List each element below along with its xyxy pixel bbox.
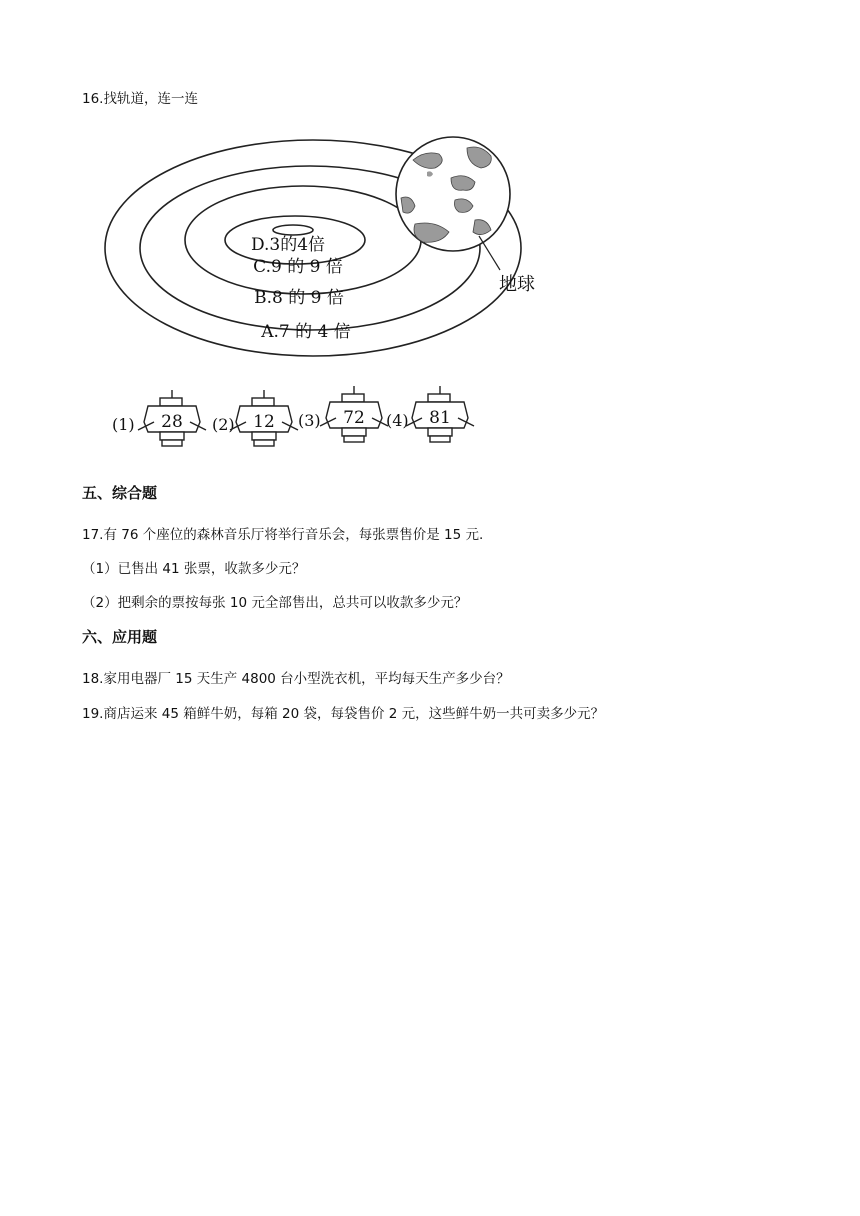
satellite-value: 28: [161, 412, 183, 432]
orbit-label-a: A.7 的 4 倍: [261, 322, 351, 342]
orbit-diagram: [95, 128, 535, 360]
earth-label: 地球: [499, 274, 535, 295]
satellite-1: [112, 390, 206, 446]
satellite-value: 72: [343, 408, 365, 428]
satellite-row: [112, 384, 482, 456]
satellite-tag: (4): [386, 411, 409, 430]
orbit-label-b: B.8 的 9 倍: [254, 288, 344, 308]
question-17-part-2: （2）把剩余的票按每张 10 元全部售出，总共可以收款多少元？: [82, 595, 468, 611]
satellite-2: [212, 390, 298, 446]
question-17-text: 17.有 76 个座位的森林音乐厅将举行音乐会，每张票售价是 15 元.: [82, 527, 484, 543]
orbit-label-c: C.9 的 9 倍: [253, 257, 343, 277]
question-19-text: 19.商店运来 45 箱鲜牛奶，每箱 20 袋，每袋售价 2 元，这些鲜牛奶一共可卖多少元？: [82, 706, 605, 722]
orbit-label-d: D.3的4倍: [250, 235, 326, 255]
section-6-heading: 六、应用题: [82, 628, 158, 646]
question-16-title: 16.找轨道，连一连: [82, 91, 198, 107]
satellite-tag: (2): [212, 415, 235, 434]
satellite-value: 12: [253, 412, 275, 432]
satellite-3: [298, 386, 388, 442]
satellite-4: [386, 386, 474, 442]
question-17-part-1: （1）已售出 41 张票，收款多少元？: [82, 561, 306, 577]
earth-icon: [396, 137, 510, 251]
section-5-heading: 五、综合题: [82, 484, 158, 502]
satellite-value: 81: [429, 408, 451, 428]
orbit-center: [273, 225, 313, 235]
satellite-tag: (3): [298, 411, 321, 430]
question-18-text: 18.家用电器厂 15 天生产 4800 台小型洗衣机，平均每天生产多少台？: [82, 671, 510, 687]
satellite-tag: (1): [112, 415, 135, 434]
